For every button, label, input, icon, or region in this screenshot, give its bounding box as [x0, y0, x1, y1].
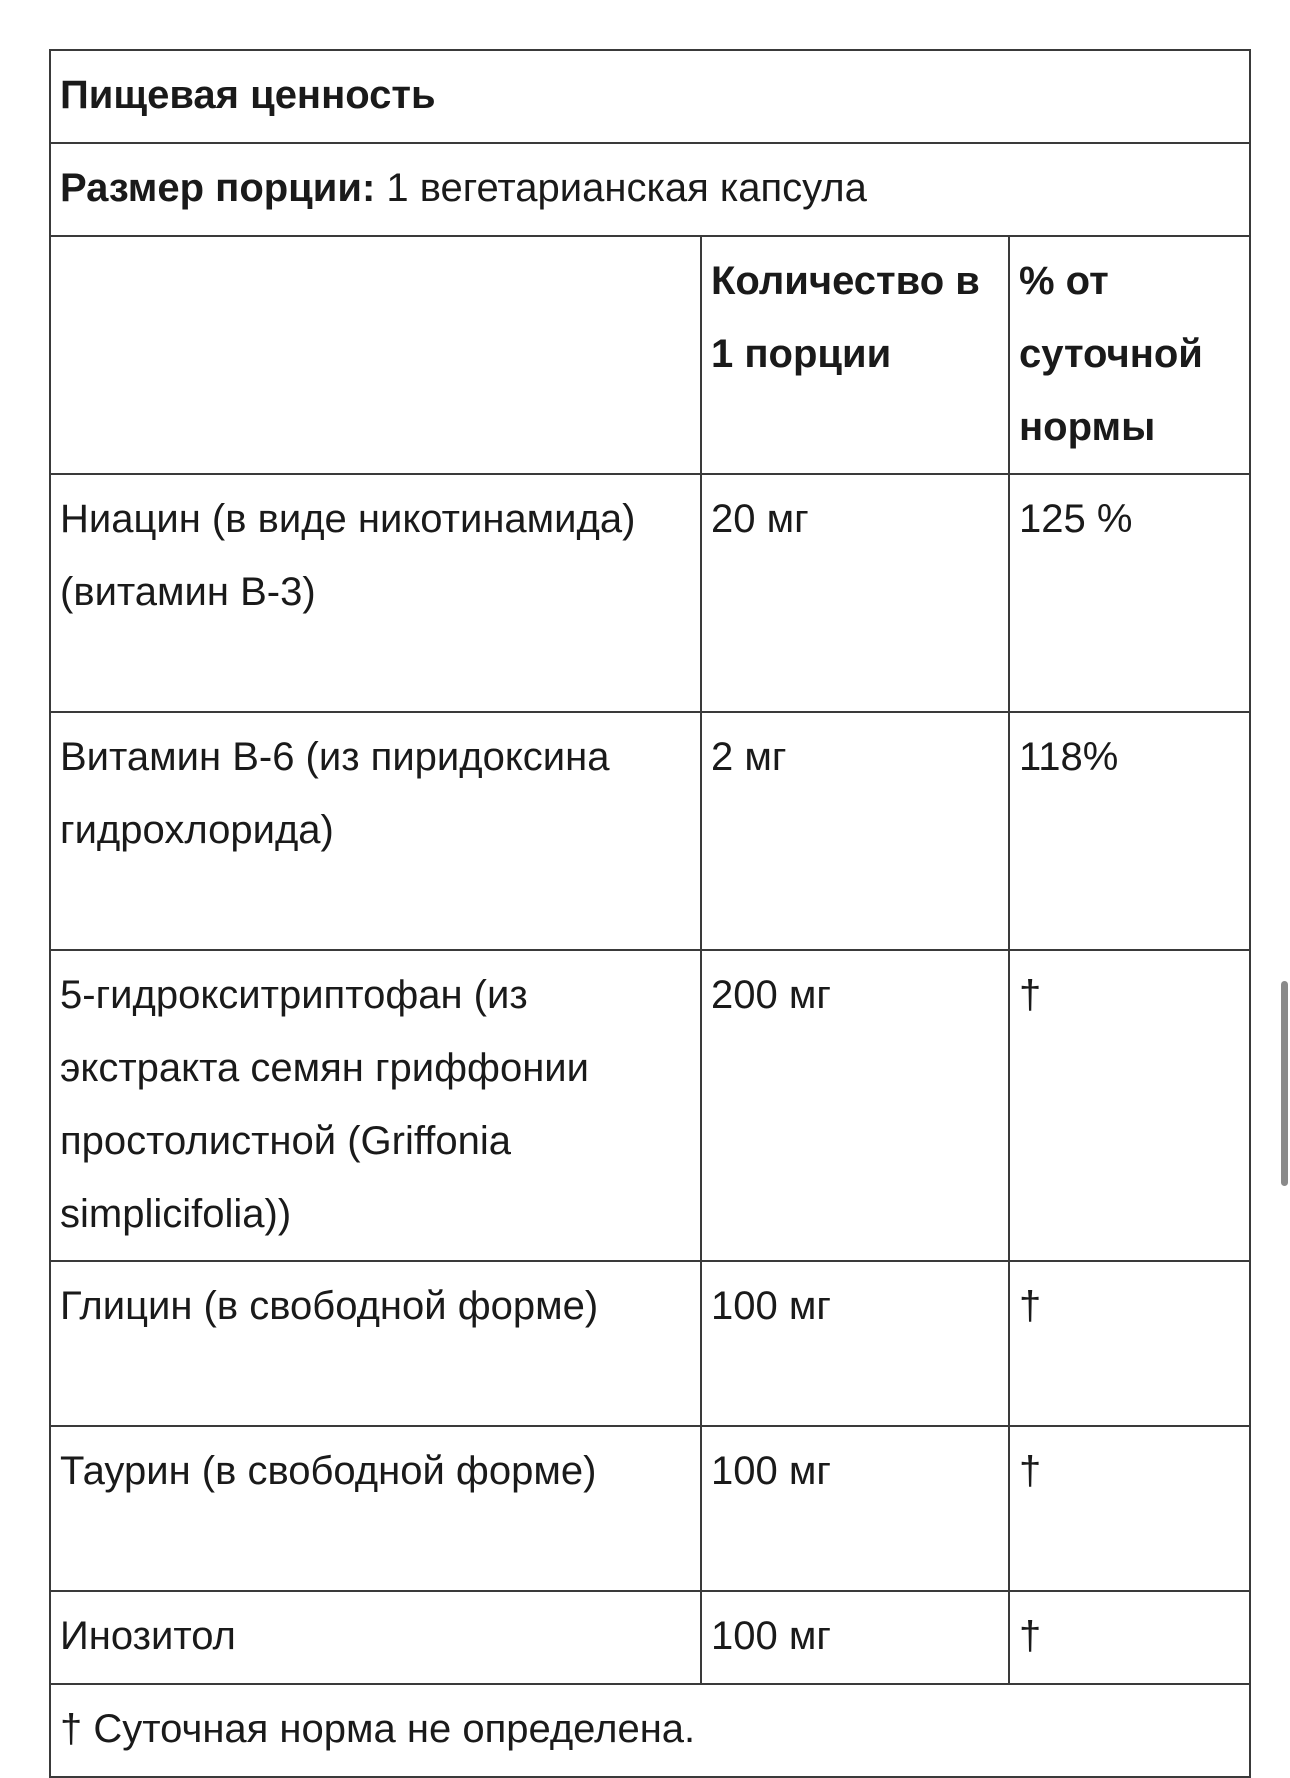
nutrient-daily-value: 125 % — [1009, 474, 1250, 712]
table-row — [50, 1261, 1250, 1426]
serving-size-label: Размер порции: — [60, 166, 376, 210]
nutrient-amount: 100 мг — [701, 1261, 1009, 1426]
nutrient-name: 5-гидрокситриптофан (из экстракта семян гриффонии простолистной (Griffonia simplicifolia)) — [50, 950, 701, 1261]
nutrient-daily-value: † — [1009, 1426, 1250, 1591]
table-header-row — [50, 236, 1250, 474]
footnote: † Суточная норма не определена. — [50, 1684, 1250, 1777]
table-row — [50, 474, 1250, 712]
nutrient-daily-value: † — [1009, 1591, 1250, 1684]
nutrient-daily-value: 118% — [1009, 712, 1250, 950]
nutrient-amount: 2 мг — [701, 712, 1009, 950]
table-row — [50, 950, 1250, 1261]
header-amount: Количество в 1 порции — [701, 236, 1009, 474]
nutrient-name: Витамин B-6 (из пиридоксина гидрохлорида) — [50, 712, 701, 950]
nutrient-amount: 20 мг — [701, 474, 1009, 712]
table-title: Пищевая ценность — [50, 50, 1250, 143]
table-row — [50, 1591, 1250, 1684]
table-row — [50, 1426, 1250, 1591]
nutrient-name: Инозитол — [50, 1591, 701, 1684]
nutrient-name: Глицин (в свободной форме) — [50, 1261, 701, 1426]
nutrient-daily-value: † — [1009, 950, 1250, 1261]
serving-size — [50, 143, 1250, 236]
nutrition-facts-table — [49, 49, 1251, 1778]
nutrient-daily-value: † — [1009, 1261, 1250, 1426]
header-name — [50, 236, 701, 474]
nutrient-amount: 100 мг — [701, 1591, 1009, 1684]
table-row — [50, 712, 1250, 950]
nutrient-amount: 100 мг — [701, 1426, 1009, 1591]
header-daily-value: % от суточной нормы — [1009, 236, 1250, 474]
scrollbar[interactable] — [1281, 981, 1288, 1186]
nutrient-name: Ниацин (в виде никотинамида) (витамин B-3) — [50, 474, 701, 712]
nutrient-name: Таурин (в свободной форме) — [50, 1426, 701, 1591]
serving-size-value: 1 вегетарианская капсула — [375, 166, 867, 210]
nutrient-amount: 200 мг — [701, 950, 1009, 1261]
